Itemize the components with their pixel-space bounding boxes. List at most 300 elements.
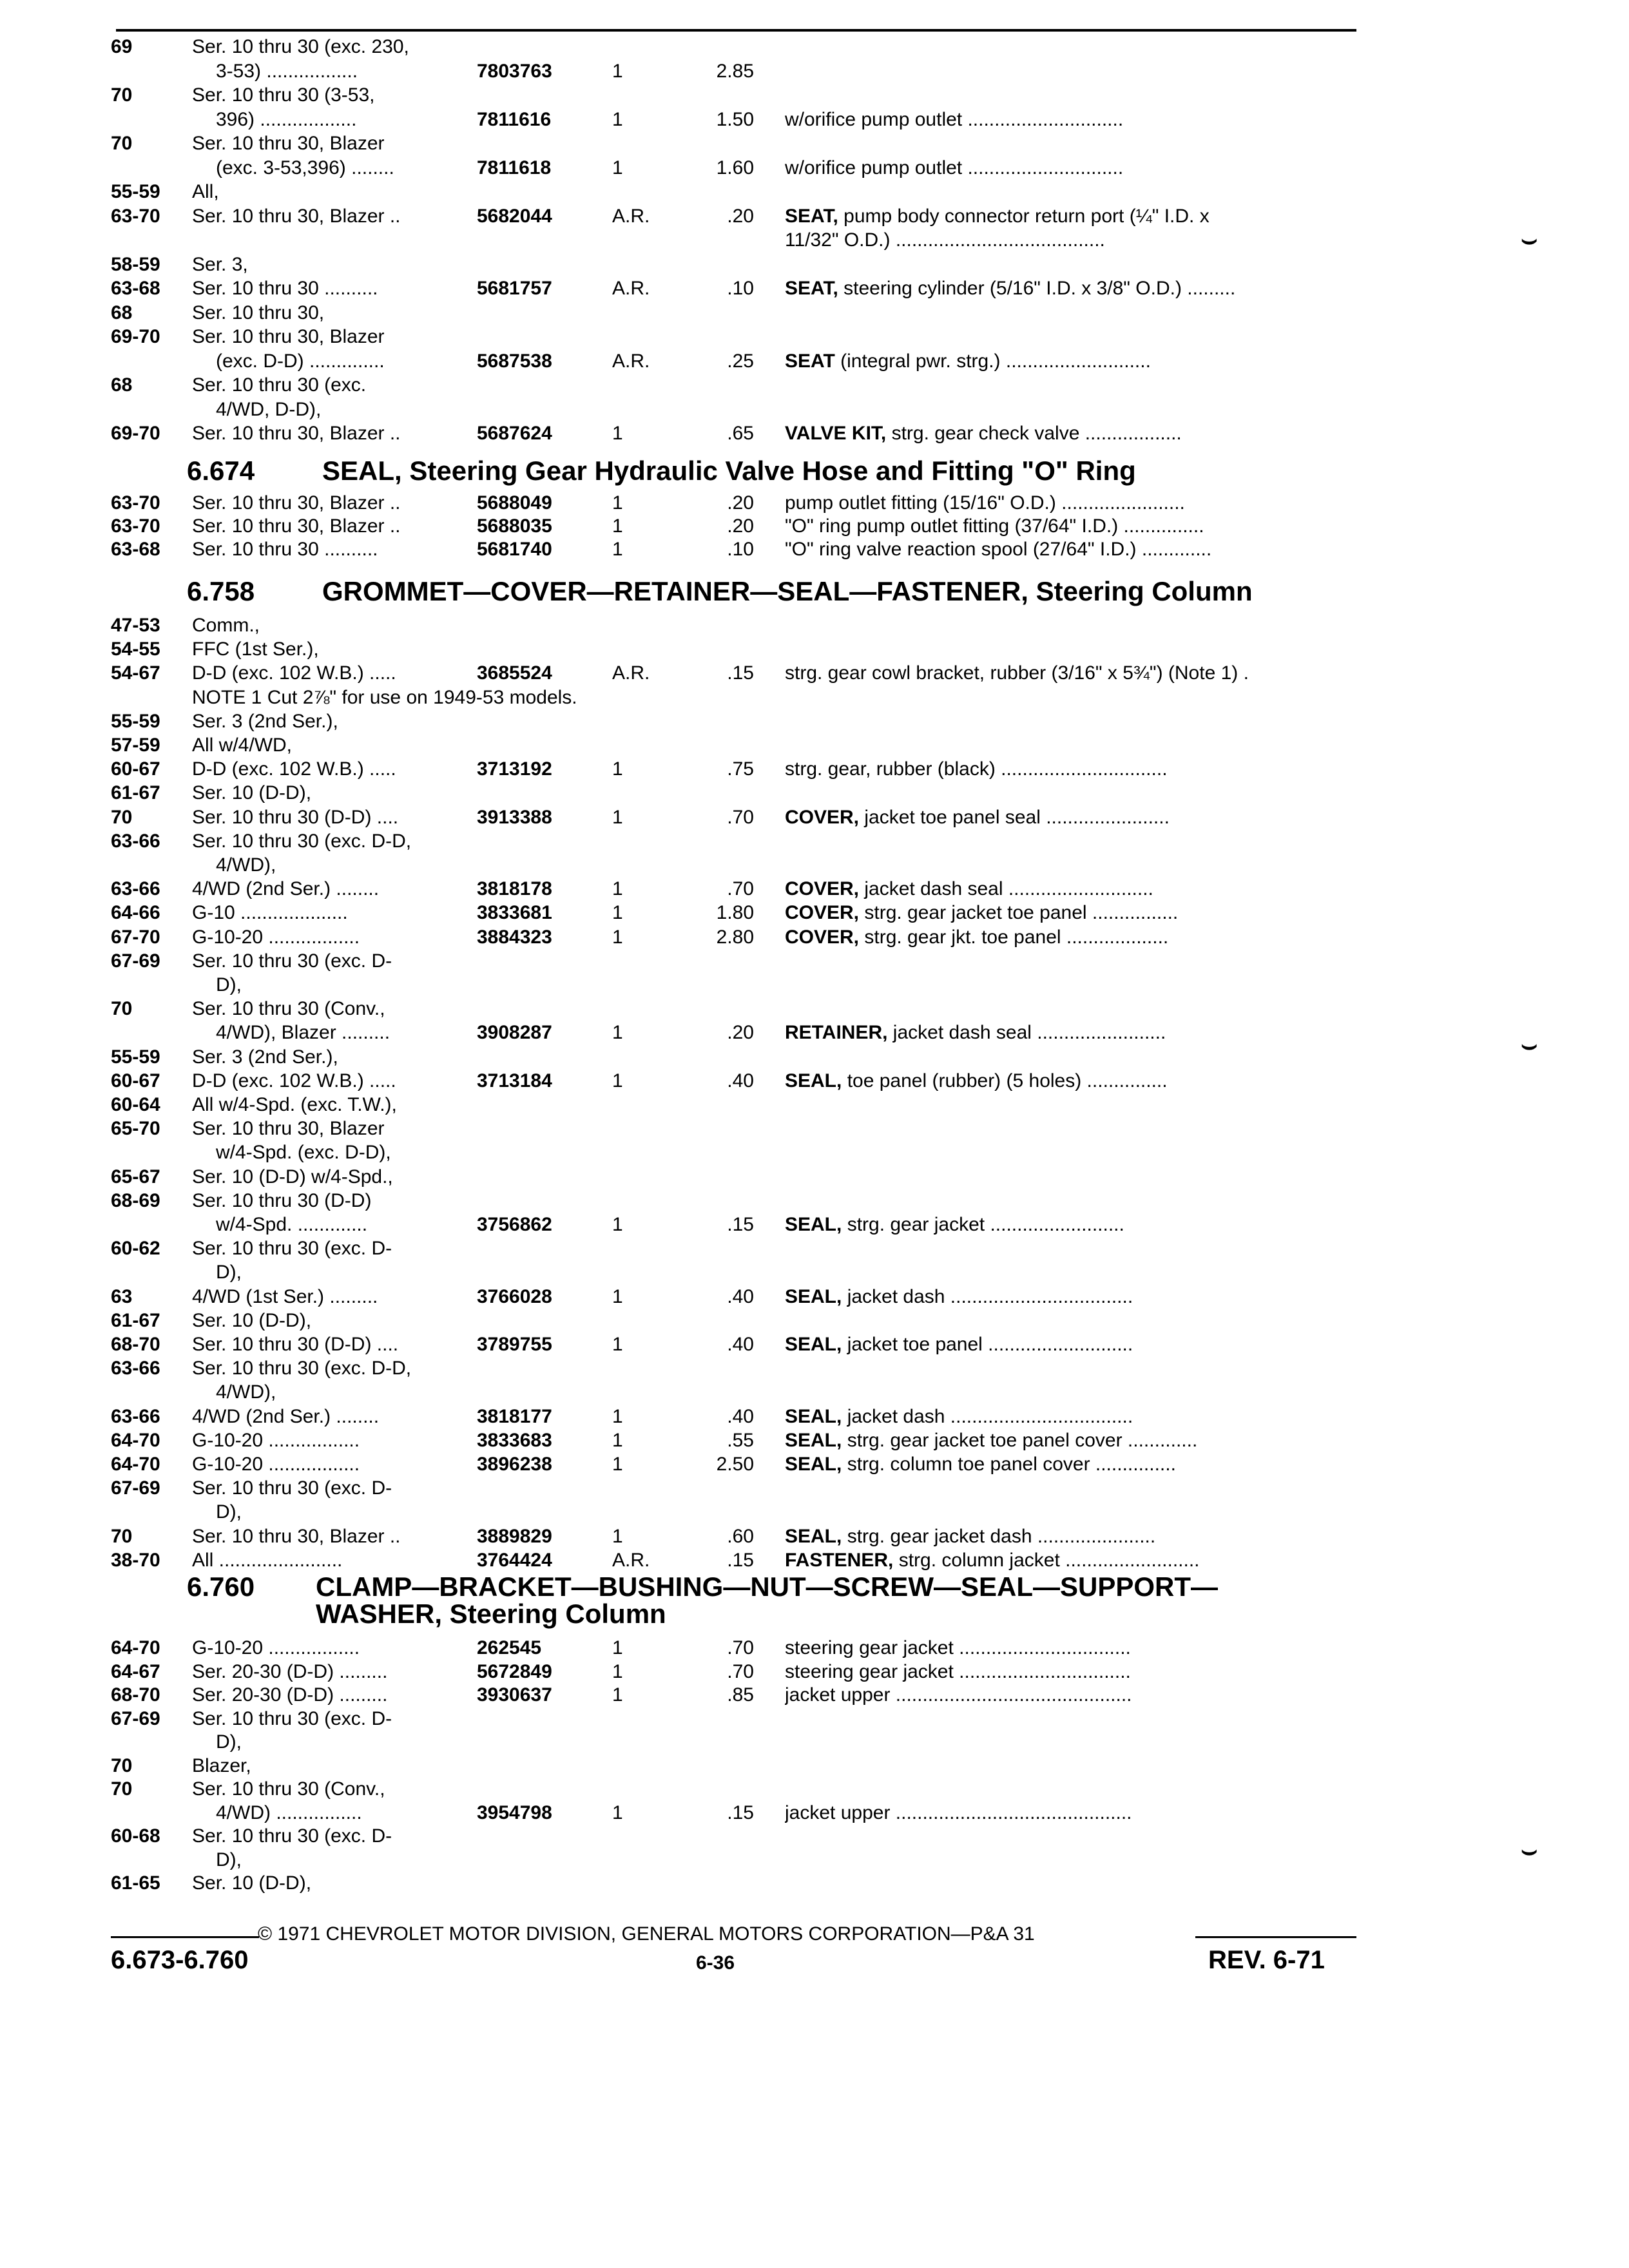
part-name: SEAL, — [785, 1405, 842, 1427]
part-number: 3818177 — [477, 1405, 552, 1427]
parts-row — [0, 398, 1629, 421]
part-number: 3913388 — [477, 806, 552, 828]
price: 1.80 — [716, 902, 754, 924]
model-applicability: Ser. 10 thru 30, Blazer — [192, 133, 385, 154]
price: .70 — [727, 1660, 754, 1682]
model-applicability: G-10-20 ................. — [192, 1429, 360, 1451]
model-applicability-cont: 4/WD), — [216, 854, 276, 876]
model-applicability: Ser. 10 thru 30 (D-D) .... — [192, 806, 399, 828]
quantity: 1 — [612, 108, 623, 130]
part-description — [785, 1637, 1345, 1660]
model-applicability: D-D (exc. 102 W.B.) ..... — [192, 758, 396, 780]
model-applicability: Ser. 10 thru 30 (exc. — [192, 374, 367, 396]
model-years: 63 — [111, 1285, 133, 1307]
quantity: A.R. — [612, 662, 650, 684]
quantity: 1 — [612, 515, 623, 537]
part-description — [785, 1333, 1345, 1356]
part-number: 3930637 — [477, 1684, 552, 1706]
model-applicability: D-D (exc. 102 W.B.) ..... — [192, 662, 396, 684]
model-applicability-cont: (exc. D-D) .............. — [216, 350, 385, 372]
parts-row — [0, 997, 1629, 1021]
part-description — [785, 108, 1345, 131]
parts-row — [0, 1141, 1629, 1164]
model-years: 61-67 — [111, 1309, 160, 1331]
price: .75 — [727, 758, 754, 780]
margin-tick-mark: ⌣ — [1521, 1836, 1538, 1865]
quantity: 1 — [612, 1684, 623, 1706]
parts-row — [0, 878, 1629, 901]
part-number: 7803763 — [477, 60, 552, 82]
part-detail: strg. column toe panel cover ............... — [842, 1454, 1176, 1475]
part-name: SEAT, — [785, 205, 838, 227]
model-applicability: G-10-20 ................. — [192, 926, 360, 948]
model-years: 70 — [111, 1778, 133, 1800]
model-years: 60-62 — [111, 1238, 160, 1260]
model-years: 70 — [111, 806, 133, 828]
part-detail: pump outlet fitting (15/16" O.D.) ....................... — [785, 492, 1185, 514]
part-description — [785, 1525, 1345, 1548]
parts-row — [0, 1093, 1629, 1117]
part-name: COVER, — [785, 926, 860, 948]
part-description — [785, 492, 1345, 515]
parts-row — [0, 901, 1629, 925]
part-number: 5682044 — [477, 205, 552, 227]
parts-row — [0, 1660, 1629, 1684]
part-number: 3896238 — [477, 1454, 552, 1475]
part-description — [785, 515, 1345, 538]
model-applicability: Ser. 10 (D-D) w/4-Spd., — [192, 1166, 393, 1187]
model-applicability: All w/4-Spd. (exc. T.W.), — [192, 1094, 397, 1115]
part-number: 3713192 — [477, 758, 552, 780]
quantity: 1 — [612, 926, 623, 948]
model-years: 65-67 — [111, 1166, 160, 1187]
part-name: SEAL, — [785, 1070, 842, 1091]
parts-row — [0, 1261, 1629, 1284]
part-description — [785, 1285, 1345, 1309]
part-detail: toe panel (rubber) (5 holes) ............... — [842, 1070, 1168, 1091]
margin-tick-mark: ⌣ — [1521, 226, 1538, 254]
parts-row — [0, 1405, 1629, 1428]
quantity: 1 — [612, 423, 623, 444]
part-number: 5672849 — [477, 1660, 552, 1682]
parts-row — [0, 350, 1629, 373]
parts-row — [0, 686, 1629, 709]
model-applicability: Ser. 10 thru 30, — [192, 302, 325, 323]
part-name: SEAL, — [785, 1214, 842, 1235]
price: 1.50 — [716, 108, 754, 130]
parts-row — [0, 422, 1629, 445]
price: .70 — [727, 878, 754, 900]
part-name: SEAL, — [785, 1429, 842, 1451]
model-applicability: All, — [192, 181, 219, 202]
section-title: SEAL, Steering Gear Hydraulic Valve Hose and Fitting "O" Ring — [322, 456, 1136, 486]
model-applicability: 4/WD (1st Ser.) ......... — [192, 1285, 378, 1307]
model-years: 70 — [111, 998, 133, 1020]
footer-copyright: © 1971 CHEVROLET MOTOR DIVISION, GENERAL MOTORS CORPORATION—P&A 31 — [258, 1923, 1035, 1945]
model-applicability-cont: D), — [216, 1731, 242, 1753]
model-years: 64-70 — [111, 1454, 160, 1475]
model-applicability: Ser. 10 thru 30 (exc. D-D, — [192, 1358, 412, 1379]
model-applicability-cont: w/4-Spd. (exc. D-D), — [216, 1142, 391, 1164]
parts-row — [0, 950, 1629, 973]
parts-row — [0, 1189, 1629, 1213]
model-applicability: Ser. 10 thru 30 (exc. D- — [192, 1477, 392, 1499]
model-years: 68-70 — [111, 1684, 160, 1706]
quantity: 1 — [612, 806, 623, 828]
quantity: 1 — [612, 1637, 623, 1658]
quantity: 1 — [612, 758, 623, 780]
footer-section-range: 6.673-6.760 — [111, 1946, 249, 1974]
part-name: COVER, — [785, 878, 860, 900]
quantity: 1 — [612, 157, 623, 178]
price: .15 — [727, 1549, 754, 1571]
parts-row — [0, 1213, 1629, 1236]
price: .25 — [727, 350, 754, 372]
quantity: A.R. — [612, 350, 650, 372]
part-description — [785, 1405, 1345, 1428]
model-years: 55-59 — [111, 181, 160, 202]
model-years: 67-69 — [111, 950, 160, 972]
section-title: CLAMP—BRACKET—BUSHING—NUT—SCREW—SEAL—SUPPORT— — [316, 1571, 1219, 1602]
parts-row — [0, 1333, 1629, 1356]
quantity: 1 — [612, 1070, 623, 1091]
part-detail: steering gear jacket ................................ — [785, 1637, 1131, 1658]
part-detail: strg. gear, rubber (black) ............................... — [785, 758, 1168, 780]
model-years: 70 — [111, 133, 133, 154]
model-years: 70 — [111, 1754, 133, 1776]
part-number: 262545 — [477, 1637, 542, 1658]
parts-row — [0, 1237, 1629, 1260]
part-detail: jacket upper ............................................ — [785, 1802, 1132, 1823]
price: .15 — [727, 1214, 754, 1235]
parts-row — [0, 229, 1629, 252]
parts-row — [0, 325, 1629, 349]
price: .20 — [727, 492, 754, 514]
quantity: 1 — [612, 1525, 623, 1547]
model-applicability: NOTE 1 Cut 2⅞" for use on 1949-53 models. — [192, 686, 577, 708]
parts-row — [0, 515, 1629, 538]
price: .20 — [727, 515, 754, 537]
parts-row — [0, 84, 1629, 107]
model-years: 60-64 — [111, 1094, 160, 1115]
parts-row — [0, 302, 1629, 325]
model-years: 63-66 — [111, 878, 160, 900]
part-detail: "O" ring pump outlet fitting (37/64" I.D.) ............... — [785, 515, 1204, 537]
part-number: 3713184 — [477, 1070, 552, 1091]
model-applicability-cont: w/4-Spd. ............. — [216, 1214, 368, 1235]
model-applicability-cont: 396) .................. — [216, 108, 357, 130]
model-applicability-cont: 4/WD, D-D), — [216, 398, 322, 420]
part-detail: jacket dash seal ........................... — [859, 878, 1153, 900]
part-detail: steering cylinder (5/16" I.D. x 3/8" O.D.) ......... — [838, 278, 1236, 299]
part-number: 3908287 — [477, 1022, 552, 1044]
parts-row — [0, 1549, 1629, 1572]
part-description — [785, 926, 1345, 949]
margin-tick-mark: ⌣ — [1521, 1031, 1538, 1059]
parts-row — [0, 1357, 1629, 1380]
part-description — [785, 205, 1345, 228]
parts-row — [0, 205, 1629, 228]
price: .70 — [727, 1637, 754, 1658]
model-applicability: Ser. 10 (D-D), — [192, 1872, 312, 1894]
price: 2.50 — [716, 1454, 754, 1475]
part-detail: strg. gear cowl bracket, rubber (3/16" x 5¾") (Note 1) . — [785, 662, 1249, 684]
quantity: 1 — [612, 1334, 623, 1355]
price: .40 — [727, 1070, 754, 1091]
quantity: 1 — [612, 1454, 623, 1475]
part-number: 5681740 — [477, 539, 552, 560]
section-title-line2: WASHER, Steering Column — [316, 1599, 666, 1629]
model-years: 63-66 — [111, 1358, 160, 1379]
part-description — [785, 229, 1345, 252]
parts-row — [0, 1872, 1629, 1895]
part-description — [785, 1070, 1345, 1093]
model-applicability-cont: D), — [216, 1849, 242, 1870]
part-description — [785, 1684, 1345, 1707]
part-description — [785, 277, 1345, 300]
price: 2.85 — [716, 60, 754, 82]
part-detail: strg. gear jacket dash ...................... — [842, 1525, 1156, 1547]
part-name: COVER, — [785, 902, 860, 924]
model-applicability-cont: D), — [216, 1262, 242, 1283]
model-applicability: 4/WD (2nd Ser.) ........ — [192, 1405, 380, 1427]
parts-row — [0, 253, 1629, 276]
model-years: 65-70 — [111, 1118, 160, 1140]
parts-row — [0, 854, 1629, 877]
price: .20 — [727, 205, 754, 227]
parts-row — [0, 1707, 1629, 1731]
model-applicability: Ser. 20-30 (D-D) ......... — [192, 1684, 388, 1706]
model-applicability: Ser. 10 thru 30, Blazer .. — [192, 492, 401, 514]
part-detail: strg. gear jkt. toe panel ................... — [859, 926, 1169, 948]
parts-row — [0, 1754, 1629, 1778]
price: 2.80 — [716, 926, 754, 948]
parts-row — [0, 1477, 1629, 1500]
model-applicability: Ser. 3 (2nd Ser.), — [192, 1046, 338, 1068]
part-detail: strg. gear check valve .................. — [886, 423, 1182, 444]
part-number: 5687538 — [477, 350, 552, 372]
parts-row — [0, 1429, 1629, 1452]
model-applicability: Ser. 10 thru 30, Blazer .. — [192, 205, 401, 227]
model-applicability-cont: D), — [216, 1501, 242, 1523]
parts-row — [0, 1849, 1629, 1872]
model-applicability: All w/4/WD, — [192, 735, 293, 756]
model-years: 54-55 — [111, 639, 160, 660]
model-applicability: G-10-20 ................. — [192, 1454, 360, 1475]
parts-row — [0, 1309, 1629, 1332]
price: .65 — [727, 423, 754, 444]
model-years: 63-66 — [111, 1405, 160, 1427]
parts-row — [0, 374, 1629, 397]
model-applicability: G-10-20 ................. — [192, 1637, 360, 1658]
part-number: 5687624 — [477, 423, 552, 444]
parts-row — [0, 1285, 1629, 1309]
parts-row — [0, 1684, 1629, 1707]
part-number: 5688049 — [477, 492, 552, 514]
model-applicability: Ser. 10 thru 30 (exc. D- — [192, 1825, 392, 1847]
quantity: 1 — [612, 1802, 623, 1823]
part-name: RETAINER, — [785, 1022, 888, 1044]
part-description — [785, 1660, 1345, 1684]
model-years: 55-59 — [111, 710, 160, 732]
model-applicability: Ser. 10 thru 30 (exc. D- — [192, 1238, 392, 1260]
part-detail: steering gear jacket ................................ — [785, 1660, 1131, 1682]
part-number: 3789755 — [477, 1334, 552, 1355]
parts-row — [0, 806, 1629, 829]
model-applicability: 4/WD (2nd Ser.) ........ — [192, 878, 380, 900]
part-description — [785, 1453, 1345, 1476]
model-applicability: Ser. 10 thru 30 .......... — [192, 539, 378, 560]
parts-row — [0, 180, 1629, 204]
part-description — [785, 806, 1345, 829]
model-applicability: D-D (exc. 102 W.B.) ..... — [192, 1070, 396, 1091]
price: .55 — [727, 1429, 754, 1451]
parts-row — [0, 1501, 1629, 1524]
model-years: 63-70 — [111, 515, 160, 537]
parts-row — [0, 1731, 1629, 1754]
model-years: 63-68 — [111, 278, 160, 299]
price: .60 — [727, 1525, 754, 1547]
model-years: 54-67 — [111, 662, 160, 684]
model-years: 67-69 — [111, 1477, 160, 1499]
model-years: 64-66 — [111, 902, 160, 924]
parts-row — [0, 492, 1629, 515]
part-name: SEAL, — [785, 1285, 842, 1307]
footer-rule-right — [1195, 1936, 1356, 1938]
quantity: 1 — [612, 902, 623, 924]
part-detail: strg. gear jacket toe panel cover ............. — [842, 1429, 1198, 1451]
model-applicability-cont: D), — [216, 974, 242, 995]
model-years: 69-70 — [111, 326, 160, 347]
model-years: 63-66 — [111, 830, 160, 852]
part-description — [785, 1802, 1345, 1825]
quantity: 1 — [612, 1022, 623, 1044]
model-applicability: Ser. 10 thru 30 (exc. 230, — [192, 36, 409, 57]
part-number: 3766028 — [477, 1285, 552, 1307]
price: .20 — [727, 1022, 754, 1044]
model-applicability: Ser. 10 thru 30 (D-D) .... — [192, 1334, 399, 1355]
model-applicability: G-10 .................... — [192, 902, 348, 924]
parts-row — [0, 157, 1629, 180]
model-years: 61-65 — [111, 1872, 160, 1894]
model-years: 57-59 — [111, 735, 160, 756]
parts-row — [0, 1525, 1629, 1548]
parts-row — [0, 1381, 1629, 1404]
quantity: A.R. — [612, 278, 650, 299]
quantity: A.R. — [612, 1549, 650, 1571]
parts-row — [0, 974, 1629, 997]
parts-row — [0, 1637, 1629, 1660]
top-rule — [116, 29, 1356, 32]
model-applicability: Ser. 10 thru 30 .......... — [192, 278, 378, 299]
part-number: 3889829 — [477, 1525, 552, 1547]
parts-row — [0, 277, 1629, 300]
model-applicability: FFC (1st Ser.), — [192, 639, 319, 660]
model-years: 60-67 — [111, 1070, 160, 1091]
quantity: 1 — [612, 1429, 623, 1451]
part-detail: jacket dash seal ........................ — [887, 1022, 1166, 1044]
part-number: 3884323 — [477, 926, 552, 948]
part-detail: pump body connector return port (¼" I.D. x — [838, 205, 1210, 227]
parts-row — [0, 132, 1629, 155]
model-years: 68-70 — [111, 1334, 160, 1355]
parts-row — [0, 830, 1629, 853]
parts-row — [0, 1778, 1629, 1801]
model-years: 58-59 — [111, 253, 160, 275]
model-applicability-cont: 4/WD), — [216, 1381, 276, 1403]
parts-row — [0, 1453, 1629, 1476]
part-detail: jacket upper ............................................ — [785, 1684, 1132, 1706]
model-years: 67-69 — [111, 1707, 160, 1729]
model-applicability-cont: 3-53) ................. — [216, 60, 358, 82]
part-number: 3764424 — [477, 1549, 552, 1571]
part-number: 5688035 — [477, 515, 552, 537]
model-applicability: Ser. 10 thru 30 (Conv., — [192, 998, 385, 1020]
part-detail: jacket toe panel seal ....................... — [859, 806, 1170, 828]
price: .40 — [727, 1405, 754, 1427]
part-name: SEAL, — [785, 1334, 842, 1355]
price: .10 — [727, 539, 754, 560]
model-applicability: Ser. 10 thru 30 (exc. D- — [192, 950, 392, 972]
part-detail: strg. gear jacket toe panel ................ — [859, 902, 1179, 924]
model-years: 47-53 — [111, 615, 160, 636]
model-years: 67-70 — [111, 926, 160, 948]
parts-row — [0, 638, 1629, 661]
price: .15 — [727, 662, 754, 684]
model-years: 64-70 — [111, 1429, 160, 1451]
parts-row — [0, 108, 1629, 131]
part-name: SEAL, — [785, 1454, 842, 1475]
model-applicability: Blazer, — [192, 1754, 251, 1776]
price: .70 — [727, 806, 754, 828]
model-applicability: Ser. 20-30 (D-D) ......... — [192, 1660, 388, 1682]
price: .40 — [727, 1285, 754, 1307]
model-applicability: Ser. 10 thru 30, Blazer — [192, 326, 385, 347]
parts-row — [0, 614, 1629, 637]
quantity: 1 — [612, 1405, 623, 1427]
model-applicability: Ser. 10 thru 30 (Conv., — [192, 1778, 385, 1800]
model-years: 70 — [111, 84, 133, 106]
parts-row — [0, 60, 1629, 83]
model-applicability: Ser. 10 thru 30 (exc. D-D, — [192, 830, 412, 852]
model-years: 38-70 — [111, 1549, 160, 1571]
quantity: 1 — [612, 1285, 623, 1307]
part-detail: strg. gear jacket ......................... — [842, 1214, 1124, 1235]
model-years: 68 — [111, 374, 133, 396]
parts-row — [0, 758, 1629, 781]
part-number: 7811618 — [477, 157, 552, 178]
footer-revision: REV. 6-71 — [1208, 1946, 1325, 1974]
price: .10 — [727, 278, 754, 299]
model-applicability: Ser. 10 thru 30, Blazer .. — [192, 1525, 401, 1547]
part-detail: 11/32" O.D.) ....................................... — [785, 229, 1105, 251]
part-name: SEAT, — [785, 278, 838, 299]
model-applicability: Ser. 3, — [192, 253, 248, 275]
parts-row — [0, 1166, 1629, 1189]
parts-row — [0, 782, 1629, 805]
model-applicability-cont: 4/WD) ................ — [216, 1802, 362, 1823]
footer-rule-left — [111, 1936, 259, 1938]
quantity: 1 — [612, 1660, 623, 1682]
part-description — [785, 1429, 1345, 1452]
part-description — [785, 1021, 1345, 1044]
part-detail: w/orifice pump outlet ............................. — [785, 108, 1124, 130]
price: 1.60 — [716, 157, 754, 178]
parts-row — [0, 538, 1629, 561]
part-number: 3954798 — [477, 1802, 552, 1823]
part-number: 3833683 — [477, 1429, 552, 1451]
part-description — [785, 662, 1345, 685]
